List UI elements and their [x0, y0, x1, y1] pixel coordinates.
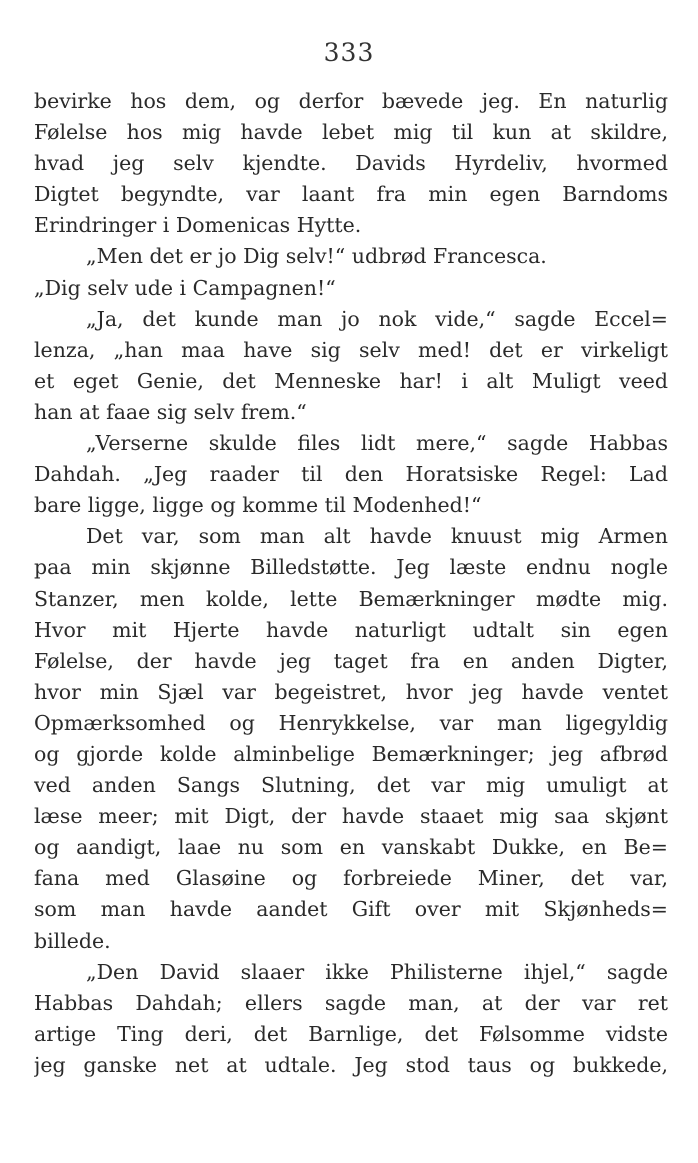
- text-line: bare ligge, ligge og komme til Modenhed!“: [34, 493, 482, 518]
- text-line: Hvor mit Hjerte havde naturligt udtalt sin egen: [34, 617, 668, 642]
- text-line: Dahdah. „Jeg raader til den Horatsiske Regel: Lad: [34, 462, 668, 487]
- text-line: hvad jeg selv kjendte. Davids Hyrdeliv, hvormed: [34, 151, 668, 176]
- body-text: [34, 86, 668, 1081]
- text-line: Erindringer i Domenicas Hytte.: [34, 213, 362, 238]
- text-line: lenza, „han maa have sig selv med! det er virkeligt: [34, 337, 668, 362]
- text-line: „Dig selv ude i Campagnen!“: [34, 275, 336, 300]
- text-line: „Ja, det kunde man jo nok vide,“ sagde Eccel=: [86, 306, 668, 331]
- text-line: billede.: [34, 928, 111, 953]
- text-line: Følelse hos mig havde lebet mig til kun at skildre,: [34, 120, 668, 145]
- text-line: som man havde aandet Gift over mit Skjønheds=: [34, 897, 668, 922]
- text-line: Følelse, der havde jeg taget fra en anden Digter,: [34, 648, 668, 673]
- text-line: han at faae sig selv frem.“: [34, 399, 307, 424]
- text-line: læse meer; mit Digt, der havde staaet mig saa skjønt: [34, 804, 668, 829]
- text-line: jeg ganske net at udtale. Jeg stod taus og bukkede,: [34, 1052, 668, 1077]
- text-line: hvor min Sjæl var begeistret, hvor jeg havde ventet: [34, 679, 668, 704]
- text-line: „Den David slaaer ikke Philisterne ihjel,“ sagde: [86, 959, 668, 984]
- text-line: og aandigt, laae nu som en vanskabt Dukke, en Be=: [34, 835, 668, 860]
- text-line: paa min skjønne Billedstøtte. Jeg læste endnu nogle: [34, 555, 668, 580]
- text-line: bevirke hos dem, og derfor bævede jeg. En naturlig: [34, 89, 668, 113]
- text-line: Stanzer, men kolde, lette Bemærkninger mødte mig.: [34, 586, 668, 611]
- text-line: „Verserne skulde files lidt mere,“ sagde Habbas: [86, 431, 668, 456]
- text-line: fana med Glasøine og forbreiede Miner, det var,: [34, 866, 668, 891]
- text-line: ved anden Sangs Slutning, det var mig umuligt at: [34, 773, 668, 798]
- text-line: Det var, som man alt havde knuust mig Armen: [86, 524, 668, 549]
- text-line: Digtet begyndte, var laant fra min egen Barndoms: [34, 182, 668, 207]
- text-line: Habbas Dahdah; ellers sagde man, at der var ret: [34, 990, 668, 1015]
- text-line: artige Ting deri, det Barnlige, det Følsomme vidste: [34, 1021, 668, 1046]
- text-line: „Men det er jo Dig selv!“ udbrød Francesca.: [86, 244, 547, 269]
- text-line: Opmærksomhed og Henrykkelse, var man ligegyldig: [34, 710, 668, 735]
- text-line: og gjorde kolde alminbelige Bemærkninger; jeg afbrød: [34, 741, 668, 766]
- page-number: 333: [323, 38, 375, 67]
- text-line: et eget Genie, det Menneske har! i alt Muligt veed: [34, 368, 668, 393]
